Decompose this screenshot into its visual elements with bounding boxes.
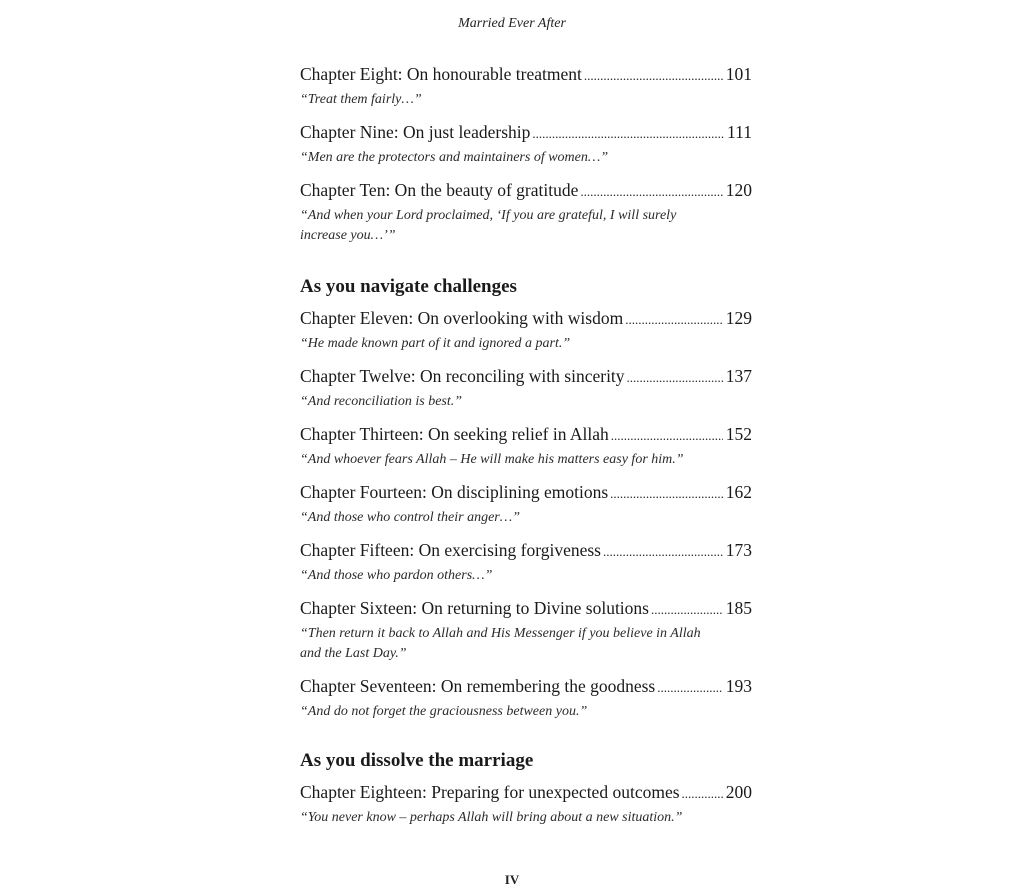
toc-entry-title: Chapter Sixteen: On returning to Divine solutions [300, 598, 649, 618]
toc-entry-page: 185 [725, 598, 752, 618]
leader-dots [610, 482, 723, 506]
section-heading-dissolve-marriage: As you dissolve the marriage [300, 750, 534, 771]
leader-dots [532, 122, 724, 146]
toc-entry-page: 111 [727, 122, 752, 142]
leader-dots [584, 64, 723, 88]
toc-entry-title: Chapter Twelve: On reconciling with sincerity [300, 366, 625, 386]
toc-entry-chapter-seventeen [300, 674, 752, 722]
toc-entry-page: 193 [725, 676, 752, 696]
section-heading-navigate-challenges: As you navigate challenges [300, 276, 517, 297]
page-number: IV [504, 872, 520, 887]
toc-entry-page: 120 [725, 180, 752, 200]
toc-entry-title: Chapter Fifteen: On exercising forgiveness [300, 540, 601, 560]
toc-entry-title: Chapter Thirteen: On seeking relief in Allah [300, 424, 609, 444]
leader-dots [603, 540, 723, 564]
toc-entry-chapter-fourteen [300, 480, 752, 528]
toc-entry-page: 129 [725, 308, 752, 328]
toc-entry-page: 173 [725, 540, 752, 560]
running-header: Married Ever After [458, 16, 566, 31]
toc-entry-chapter-eleven [300, 306, 752, 354]
toc-entry-title: Chapter Nine: On just leadership [300, 122, 531, 142]
toc-entry-chapter-nine [300, 120, 752, 168]
toc-entry-quote: “And those who pardon others…” [300, 568, 493, 583]
toc-entry-chapter-eighteen [300, 780, 752, 828]
toc-entry-title: Chapter Ten: On the beauty of gratitude [300, 180, 579, 200]
toc-entry-quote: “Men are the protectors and maintainers of women…” [300, 150, 609, 165]
toc-entry-quote: “Treat them fairly…” [300, 92, 422, 107]
toc-entry-chapter-eight [300, 62, 752, 110]
leader-dots [611, 424, 723, 448]
toc-entry-page: 152 [725, 424, 752, 444]
toc-entry-quote: “He made known part of it and ignored a part.” [300, 336, 571, 351]
toc-entry-quote: “And do not forget the graciousness between you.” [300, 704, 588, 719]
toc-entry-title: Chapter Eight: On honourable treatment [300, 64, 582, 84]
leader-dots [627, 366, 723, 390]
leader-dots [657, 676, 723, 700]
toc-entry-quote: “And those who control their anger…” [300, 510, 520, 525]
toc-entry-title: Chapter Seventeen: On remembering the goodness [300, 676, 656, 696]
toc-entry-quote: “Then return it back to Allah and His Messenger if you believe in Allah and the Last Day.” [300, 626, 701, 661]
toc-entry-page: 137 [725, 366, 752, 386]
toc-entry-page: 200 [725, 782, 752, 802]
toc-entry-chapter-ten [300, 178, 752, 246]
leader-dots [580, 180, 722, 204]
toc-entry-title: Chapter Fourteen: On disciplining emotions [300, 482, 609, 502]
toc-entry-chapter-fifteen [300, 538, 752, 586]
toc-entry-quote: “And whoever fears Allah – He will make his matters easy for him.” [300, 452, 684, 467]
toc-entry-page: 101 [725, 64, 752, 84]
toc-entry-title: Chapter Eleven: On overlooking with wisdom [300, 308, 624, 328]
toc-entry-title: Chapter Eighteen: Preparing for unexpected outcomes [300, 782, 680, 802]
toc-entry-page: 162 [725, 482, 752, 502]
toc-entry-quote: “And when your Lord proclaimed, ‘If you are grateful, I will surely increase you…’” [300, 208, 677, 243]
toc-entry-chapter-sixteen [300, 596, 752, 664]
toc-entry-chapter-thirteen [300, 422, 752, 470]
toc-entry-quote: “You never know – perhaps Allah will bring about a new situation.” [300, 810, 683, 825]
leader-dots [682, 782, 723, 806]
toc-entry-quote: “And reconciliation is best.” [300, 394, 463, 409]
table-of-contents [300, 62, 752, 828]
toc-entry-chapter-twelve [300, 364, 752, 412]
leader-dots [625, 308, 723, 332]
leader-dots [651, 598, 723, 622]
